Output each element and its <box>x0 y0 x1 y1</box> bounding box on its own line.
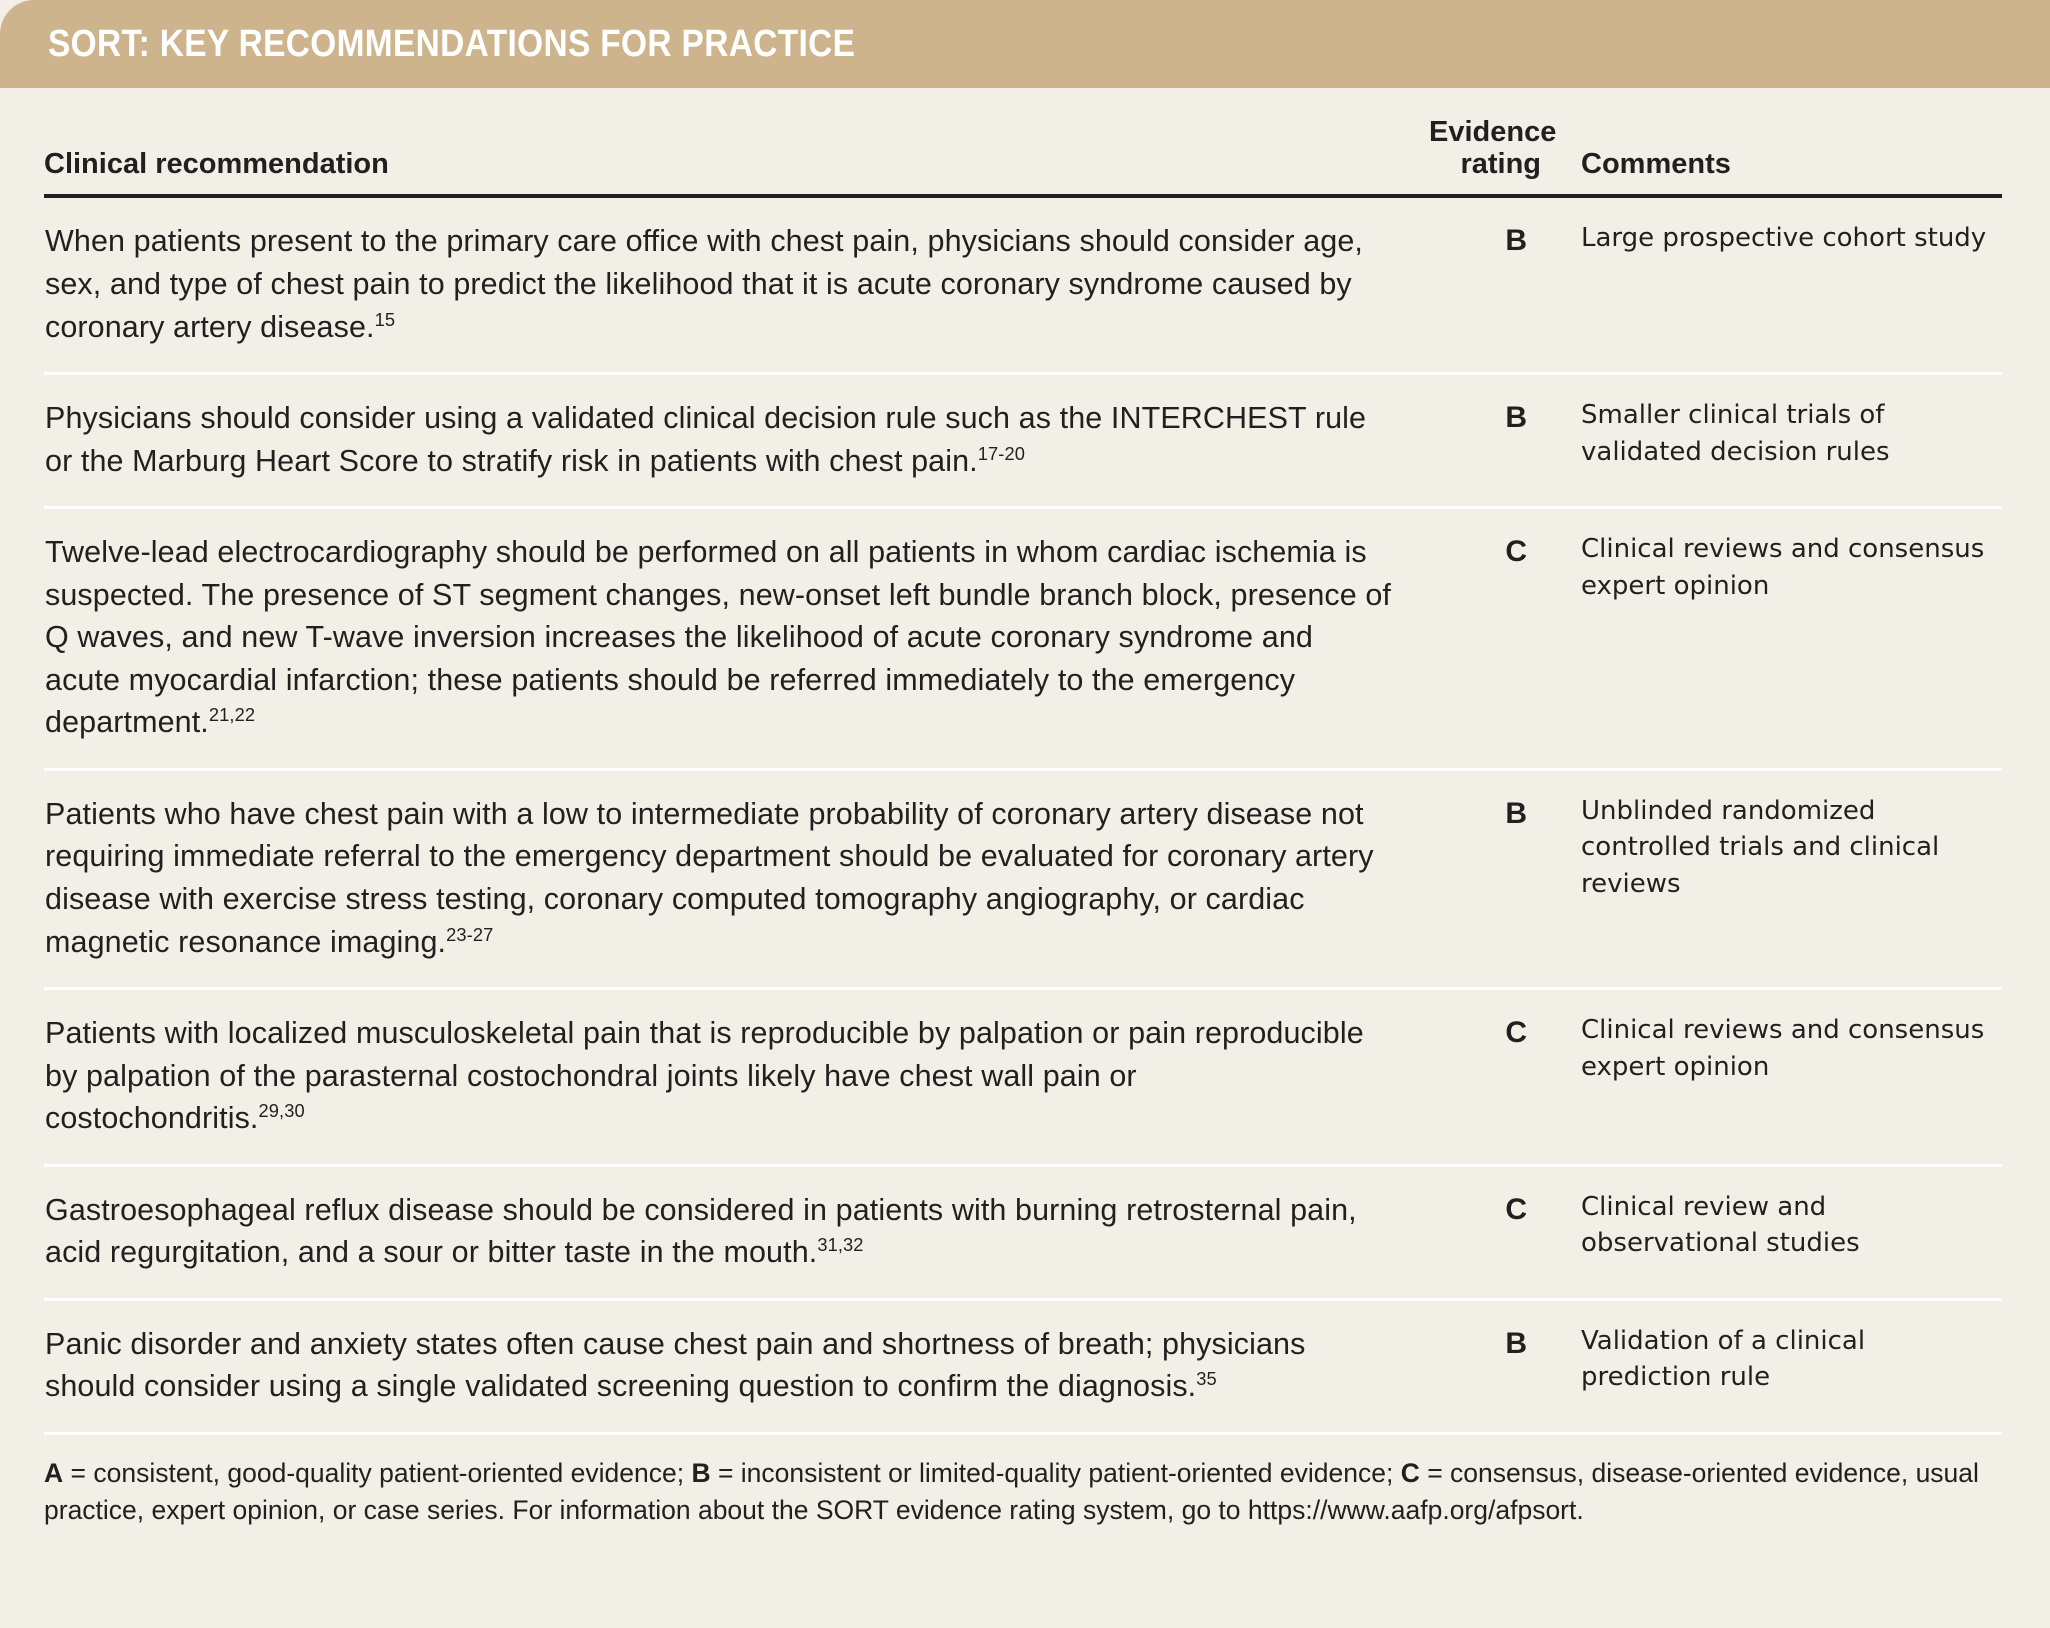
recommendation-text <box>44 769 1429 988</box>
table-header-row <box>44 88 2002 196</box>
recommendation-text <box>44 196 1429 373</box>
recommendation-text <box>44 1299 1429 1433</box>
evidence-rating-value: C <box>1429 508 1559 770</box>
recommendation-text <box>44 374 1429 508</box>
recommendation-text <box>44 1165 1429 1299</box>
recommendation-text <box>44 508 1429 770</box>
table-row <box>44 989 2002 1166</box>
column-header-recommendation: Clinical recommendation <box>44 88 1429 196</box>
recommendation-body: When patients present to the primary care office with chest pain, physicians should consider age, sex, and type of chest pain to predict the likelihood that it is acute coronary syndrome caused by coronary artery disease. <box>45 224 1363 344</box>
table-row <box>44 374 2002 508</box>
evidence-rating-value: B <box>1429 196 1559 373</box>
table-row <box>44 196 2002 373</box>
citation-superscript: 21,22 <box>208 704 256 726</box>
citation-superscript: 15 <box>374 308 396 330</box>
recommendation-body: Patients with localized musculoskeletal pain that is reproducible by palpation or pain reproducible by palpation of the parasternal costochondral joints likely have chest wall pain or costochondritis. <box>45 1016 1364 1136</box>
recommendation-body: Patients who have chest pain with a low to intermediate probability of coronary artery disease not requiring immediate referral to the emergency department should be evaluated for coronary artery disease with exercise stress testing, coronary computed tomography angiography, or cardiac magnetic resonance imaging. <box>45 796 1374 959</box>
table-footnote <box>0 1435 2050 1528</box>
comment-text: Clinical review and observational studies <box>1559 1165 2002 1299</box>
column-header-evidence-rating-line2: rating <box>1460 148 1541 180</box>
sort-recommendations-table <box>44 88 2002 1435</box>
comment-text: Smaller clinical trials of validated decision rules <box>1559 374 2002 508</box>
evidence-rating-value: B <box>1429 769 1559 988</box>
footnote-grade-c-letter: C <box>1400 1457 1420 1488</box>
table-header <box>44 88 2002 196</box>
recommendation-body: Physicians should consider using a validated clinical decision rule such as the INTERCHEST rule or the Marburg Heart Score to stratify risk in patients with chest pain. <box>45 401 1367 478</box>
recommendation-body: Panic disorder and anxiety states often cause chest pain and shortness of breath; physicians should consider using a single validated screening question to confirm the diagnosis. <box>45 1326 1306 1404</box>
page-title: SORT: KEY RECOMMENDATIONS FOR PRACTICE <box>48 22 856 65</box>
recommendation-body: Twelve-lead electrocardiography should be performed on all patients in whom cardiac ischemia is suspected. The presence of ST segment changes, new-onset left bundle branch block, presence of Q waves, and new T-wave inversion increases the likelihood of acute coronary syndrome and acute myocardial infarction; these patients should be referred immediately to the emergency department. <box>45 535 1392 740</box>
table-body <box>44 196 2002 1433</box>
citation-superscript: 29,30 <box>258 1100 305 1122</box>
evidence-rating-value: B <box>1429 374 1559 508</box>
evidence-rating-value: B <box>1429 1299 1559 1433</box>
citation-superscript: 31,32 <box>817 1234 864 1256</box>
comment-text: Validation of a clinical prediction rule <box>1559 1299 2002 1433</box>
recommendation-text <box>44 989 1429 1166</box>
footnote-grade-b-letter: B <box>691 1457 711 1488</box>
comment-text: Clinical reviews and consensus expert opinion <box>1559 508 2002 770</box>
comment-text: Unblinded randomized controlled trials and clinical reviews <box>1559 769 2002 988</box>
footnote-grade-a-letter: A <box>44 1457 64 1488</box>
evidence-rating-value: C <box>1429 1165 1559 1299</box>
evidence-rating-value: C <box>1429 989 1559 1166</box>
column-header-comments: Comments <box>1559 88 2002 196</box>
footnote-grade-b-text: = inconsistent or limited-quality patient-oriented evidence; <box>710 1457 1401 1488</box>
column-header-evidence-rating-line1: Evidence <box>1429 115 1557 148</box>
citation-superscript: 17-20 <box>977 442 1026 464</box>
table-row <box>44 769 2002 988</box>
table-row <box>44 1299 2002 1433</box>
citation-superscript: 35 <box>1196 1368 1217 1390</box>
column-header-evidence-rating <box>1429 88 1559 196</box>
recommendation-body: Gastroesophageal reflux disease should be considered in patients with burning retrosternal pain, acid regurgitation, and a sour or bitter taste in the mouth. <box>45 1192 1357 1270</box>
comment-text: Large prospective cohort study <box>1559 196 2002 373</box>
table-container <box>0 88 2050 1435</box>
citation-superscript: 23-27 <box>446 923 494 945</box>
footnote-grade-c-text: = consensus, disease-oriented evidence, usual practice, expert opinion, or case series. For information about the SORT evidence rating system, go to https://www.aafp.org/afpsort. <box>44 1457 1979 1525</box>
footnote-grade-a-text: = consistent, good-quality patient-oriented evidence; <box>63 1457 692 1488</box>
table-row <box>44 1165 2002 1299</box>
table-title-banner <box>0 0 2050 88</box>
comment-text: Clinical reviews and consensus expert opinion <box>1559 989 2002 1166</box>
table-row <box>44 508 2002 770</box>
